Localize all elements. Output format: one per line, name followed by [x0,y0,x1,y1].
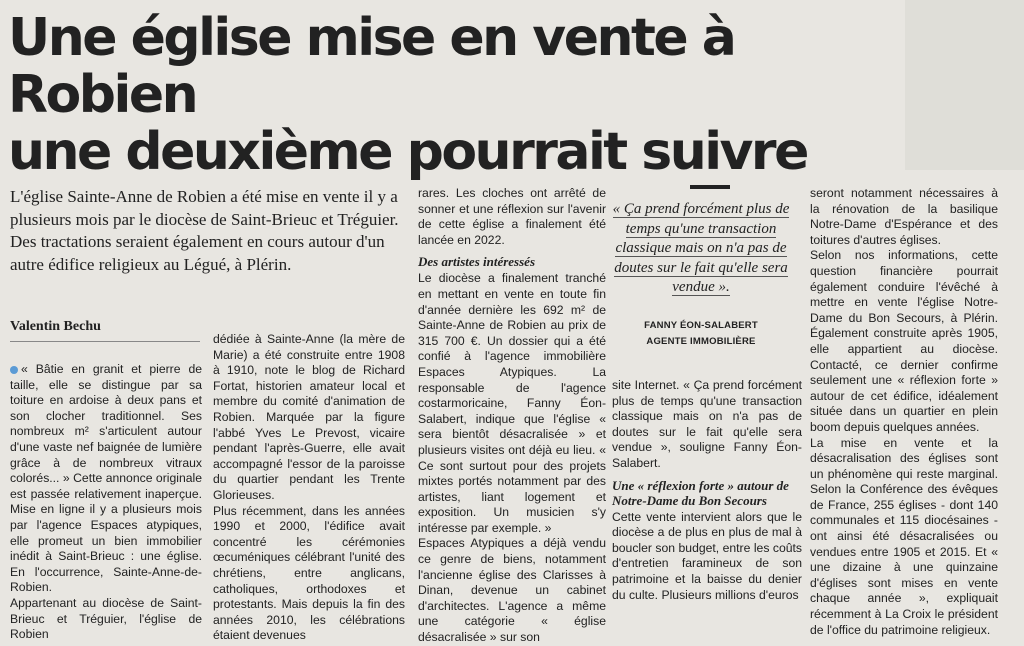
headline [8,10,908,181]
pull-quote: « Ça prend forcément plus de temps qu'une transaction classique mais on n'a pas de doutes sur le fait qu'elle sera vendue ». [612,201,790,295]
bullet-dot-icon [10,366,18,374]
headline-line-2: une deuxième pourrait suivre [8,122,807,182]
article-column-1 [10,362,202,643]
byline: Valentin Bechu [10,319,200,342]
adjacent-page-edge [905,0,1024,170]
paragraph: Le diocèse a finalement tranché en mettant en vente en toute fin d'année dernière les 692 m² de Sainte-Anne de Robien au prix de 315 700 €. Un dossier qui a été confié à l'agence immobilière Espaces Atypiques. La responsable de l'agence costarmoricaine, Fanny Éon-Salabert, indique que l'église « sera bientôt désacralisée » et plusieurs visites ont déjà eu lieu. « Ce sont surtout pour des projets mixtes portés notamment par des artistes, liant logement et exposition. Un musicien s'y intéresse par exemple. » [418,271,606,535]
quote-attribution [612,318,790,350]
paragraph: Espaces Atypiques a déjà vendu ce genre de biens, notamment l'ancienne église des Clarisses à Dinan, devenue un cabinet d'architectes. L'agence a même une catégorie « église désacralisée » sur son [418,536,606,645]
subheading: Des artistes intéressés [418,254,535,270]
article-column-3 [418,186,606,646]
quote-bar [690,185,730,189]
headline-line-1: Une église mise en vente à Robien [8,8,735,125]
paragraph: « Bâtie en granit et pierre de taille, elle se distingue par sa toiture en ardoise à deux pans et son clocher traditionnel. Ses nombreux m² s'articulent autour d'une vaste nef baignée de lumière grâce à de nombreux vitraux colorés... » Cette annonce originale est passée relativement inaperçue. Mise en ligne il y a plusieurs mois par l'agence Espaces atypiques, elle promeut un bien immobilier inédit à Saint-Brieuc : une église. En l'occurrence, Sainte-Anne-de-Robien. [10,362,202,595]
article-lead: L'église Sainte-Anne de Robien a été mise en vente il y a plusieurs mois par le diocèse de Saint-Brieuc et Tréguier. Des tractations seraient également en cours autour d'un autre édifice religieux au Légué, à Plérin. [10,187,399,274]
paragraph: Plus récemment, dans les années 1990 et 2000, l'édifice avait concentré les cérémonies œcuméniques célébrant l'unité des chrétiens, entre anglicans, catholiques, orthodoxes et protestants. Mais depuis la fin des années 2010, les célébrations étaient devenues [213,503,405,643]
article-column-4 [612,378,802,603]
paragraph: seront notamment nécessaires à la rénovation de la basilique Notre-Dame d'Espérance et des toitures d'autres églises. [810,186,998,247]
paragraph: Cette vente intervient alors que le diocèse a de plus en plus de mal à boucler son budget, entre les coûts d'entretien faramineux de son patrimoine et la baisse du denier du culte. Plusieurs millions d'euros [612,509,802,602]
paragraph: Appartenant au diocèse de Saint-Brieuc et Tréguier, l'église de Robien [10,595,202,642]
article-column-5 [810,186,998,638]
paragraph: site Internet. « Ça prend forcément plus de temps qu'une transaction classique mais on n'a pas de doutes sur le fait qu'elle sera vendue », souligne Fanny Éon-Salabert. [612,378,802,470]
paragraph: Selon nos informations, cette question financière pourrait également conduire l'évêché à mettre en vente l'église Notre-Dame du Bon Secours, à Plérin. Également construite après 1905, elle appartient au diocèse. Contacté, ce dernier confirme seulement une « réflexion forte » autour de cet édifice, idéalement située dans un quartier en plein boom depuis quelques années. [810,248,998,434]
quote-name: FANNY ÉON-SALABERT [644,320,758,331]
subheading: Une « réflexion forte » autour de Notre-Dame du Bon Secours [612,477,789,508]
paragraph: La mise en vente et la désacralisation des églises sont un phénomène qui reste marginal. Selon la Conférence des évêques de France, 255 églises - dont 140 communales et 115 diocésaines - ont ainsi été désacralisées ou vendues entre 1905 et 2015. Et « une dizaine à une quinzaine d'églises sont mises en vente chaque année », expliquait récemment à La Croix le président de l'office du patrimoine religieux. [810,435,998,637]
paragraph: rares. Les cloches ont arrêté de sonner et une réflexion sur l'avenir de cette église a finalement été lancée en 2022. [418,186,606,247]
quote-role: AGENTE IMMOBILIÈRE [646,336,756,347]
article-column-2 [213,332,405,644]
paragraph: dédiée à Sainte-Anne (la mère de Marie) a été construite entre 1908 à 1910, note le blog de Richard Fortat, historien amateur local et membre du comité d'animation de Robien. Marquée par la figure l'abbé Yves Le Prevost, vicaire pendant l'après-Guerre, elle avait accompagné l'essor de la paroisse du quartier pendant les Trente Glorieuses. [213,332,405,502]
